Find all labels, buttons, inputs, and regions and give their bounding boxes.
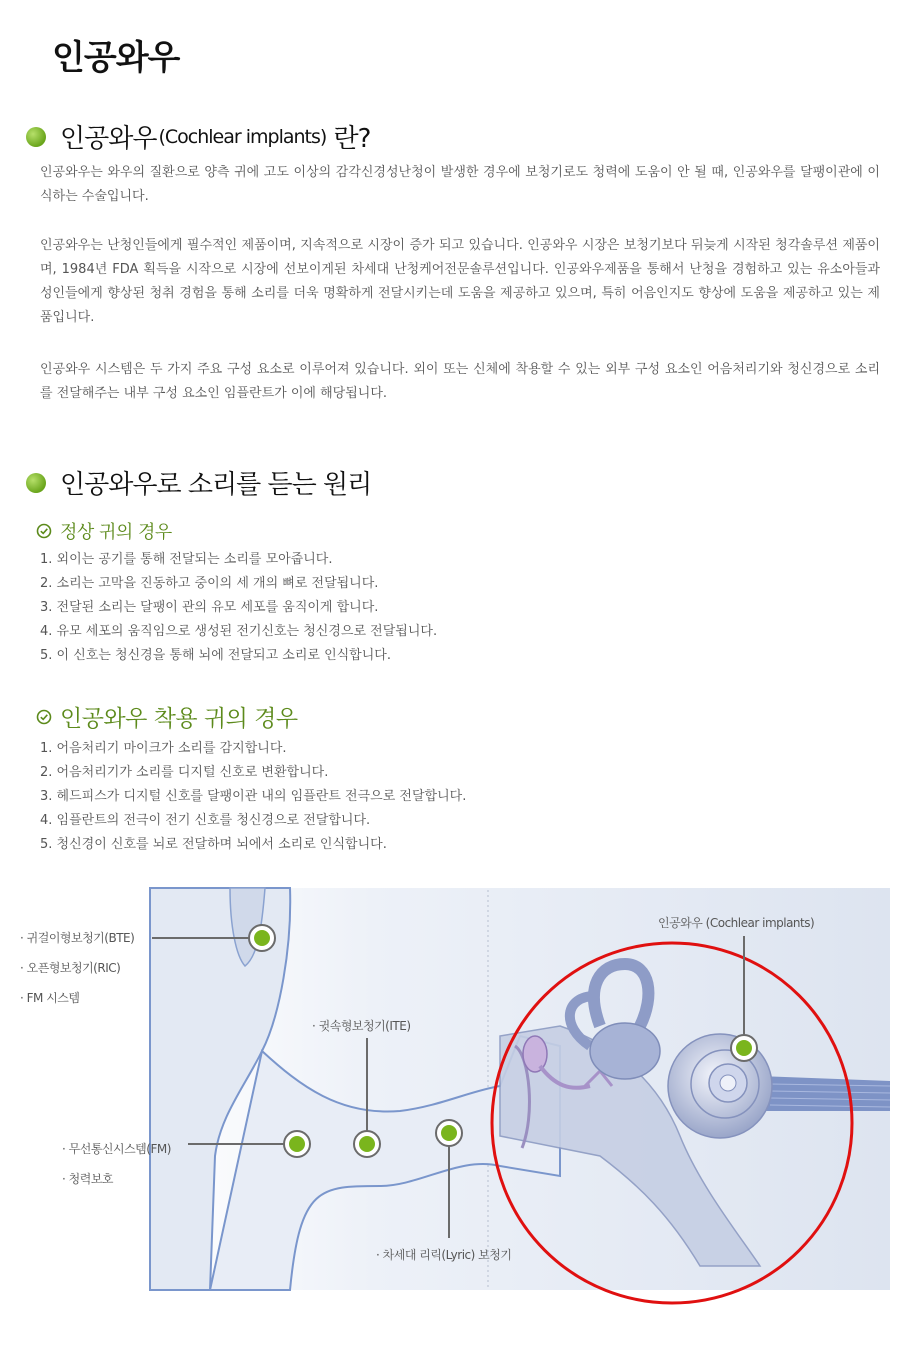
section-title: 인공와우로 소리를 듣는 원리: [60, 470, 372, 500]
label-ric: · 오픈형보청기(RIC): [20, 961, 121, 975]
check-circle-icon: [36, 709, 52, 725]
implant-ear-steps: [40, 737, 466, 857]
bte-marker[interactable]: [249, 925, 275, 951]
list-item: 3. 전달된 소리는 달팽이 관의 유모 세포를 움직이게 합니다.: [40, 600, 379, 615]
page-title: 인공와우: [52, 38, 180, 78]
ite-marker[interactable]: [354, 1131, 380, 1157]
intro-paragraph-1: 인공와우는 와우의 질환으로 양측 귀에 고도 이상의 감각신경성난청이 발생한 경우에 보청기로도 청력에 도움이 안 될 때, 인공와우를 달팽이관에 이식하는 수술입니다.: [40, 165, 880, 204]
bullet-dot-icon: [26, 127, 46, 147]
cochlear-marker[interactable]: [731, 1035, 757, 1061]
label-hearing-protection: · 청력보호: [62, 1172, 113, 1186]
normal-ear-steps: [40, 548, 437, 668]
subheading-label: 인공와우 착용 귀의 경우: [60, 706, 298, 732]
section-title-tail: 란?: [326, 124, 371, 154]
list-item: 1. 어음처리기 마이크가 소리를 감지합니다.: [40, 741, 287, 756]
label-wireless-fm: · 무선통신시스템(FM): [62, 1142, 171, 1156]
label-bte: · 귀걸이형보청기(BTE): [20, 931, 135, 945]
list-item: 5. 청신경이 신호를 뇌로 전달하며 뇌에서 소리로 인식합니다.: [40, 837, 387, 852]
label-cochlear-implants: 인공와우 (Cochlear implants): [658, 916, 815, 930]
section-title-sub: (Cochlear implants): [158, 125, 327, 148]
label-ite: · 귓속형보청기(ITE): [312, 1019, 411, 1033]
list-item: 2. 어음처리기가 소리를 디지털 신호로 변환합니다.: [40, 765, 329, 780]
intro-paragraph-3: 인공와우 시스템은 두 가지 주요 구성 요소로 이루어져 있습니다. 외이 또는 신체에 착용할 수 있는 외부 구성 요소인 어음처리기와 청신경으로 소리를 전달해주는 내부 구성 요소인 임플란트가 이에 해당됩니다.: [40, 362, 880, 401]
lyric-marker[interactable]: [436, 1120, 462, 1146]
list-item: 5. 이 신호는 청신경을 통해 뇌에 전달되고 소리로 인식합니다.: [40, 648, 391, 663]
list-item: 2. 소리는 고막을 진동하고 중이의 세 개의 뼈로 전달됩니다.: [40, 576, 379, 591]
label-fm-system: · FM 시스템: [20, 991, 80, 1005]
label-lyric: · 차세대 리릭(Lyric) 보청기: [376, 1248, 512, 1262]
section-heading-what-is: [26, 118, 370, 155]
list-item: 1. 외이는 공기를 통해 전달되는 소리를 모아줍니다.: [40, 552, 333, 567]
check-circle-icon: [36, 523, 52, 539]
subheading-normal-ear: [36, 518, 172, 544]
list-item: 4. 임플란트의 전극이 전기 신호를 청신경으로 전달합니다.: [40, 813, 371, 828]
section-title-main: 인공와우: [60, 124, 157, 154]
auditory-nerve-shape: [760, 1076, 890, 1111]
section-heading-principle: [26, 464, 371, 501]
list-item: 3. 헤드피스가 디지털 신호를 달팽이관 내의 임플란트 전극으로 전달합니다.: [40, 789, 467, 804]
subheading-implant-ear: [36, 700, 298, 733]
intro-paragraph-2: 인공와우는 난청인들에게 필수적인 제품이며, 지속적으로 시장이 증가 되고 있습니다. 인공와우 시장은 보청기보다 뒤늦게 시작된 청각솔루션 제품이며, 1984년 FDA 획득을 시작으로 시장에 선보이게된 차세대 난청케어전문솔루션입니다. 인공와우제품을 통해서 난청을 경험하고 있는 유소아들과 성인들에게 향상된 청취 경험을 통해 소리를 더욱 명확하게 전달시키는데 도움을 제공하고 있으며, 특히 어음인지도 향상에 도움을 제공하고 있는 제품입니다.: [40, 238, 880, 325]
subheading-label: 정상 귀의 경우: [60, 522, 172, 543]
bullet-dot-icon: [26, 473, 46, 493]
fm-marker[interactable]: [284, 1131, 310, 1157]
list-item: 4. 유모 세포의 움직임으로 생성된 전기신호는 청신경으로 전달됩니다.: [40, 624, 438, 639]
ear-anatomy-diagram: [0, 886, 900, 1306]
